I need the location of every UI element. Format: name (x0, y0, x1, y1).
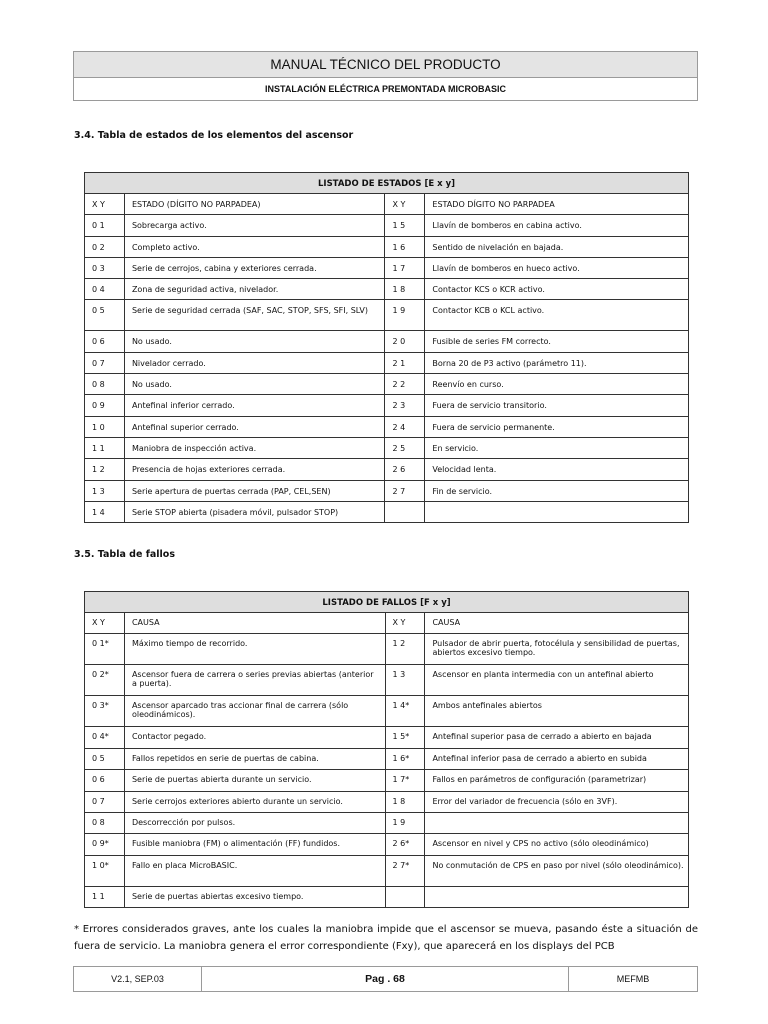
estado-text: Antefinal superior cerrado. (124, 416, 385, 437)
footnote: * Errores considerados graves, ante los cuales la maniobra impide que el ascensor se mueva, pasando éste a situación de fuera de servicio. La maniobra genera el error correspondiente (Fxy), que aparecerá en los displays del PCB (74, 924, 698, 952)
xy-code: 1 7 (385, 257, 425, 278)
estado-text: Reenvío en curso. (425, 374, 689, 395)
xy-code: 2 6 (385, 459, 425, 480)
table-row (85, 480, 689, 501)
xy-code: 1 4* (385, 696, 425, 727)
table-row (85, 696, 689, 727)
xy-code: 0 7 (85, 352, 125, 373)
table-row (85, 279, 689, 300)
footer-page-number: Pag . 68 (202, 967, 569, 991)
xy-code: 0 6 (85, 331, 125, 352)
column-header: X Y (85, 613, 125, 634)
estado-text: Serie de seguridad cerrada (SAF, SAC, STOP, SFS, SFI, SLV) (124, 300, 385, 331)
xy-code: 1 3 (85, 480, 125, 501)
estado-text: Serie apertura de puertas cerrada (PAP, CEL,SEN) (124, 480, 385, 501)
table-row (85, 501, 689, 522)
column-header: X Y (385, 194, 425, 215)
table-row (85, 257, 689, 278)
xy-code: 2 7 (385, 480, 425, 501)
xy-code: 1 6 (385, 236, 425, 257)
xy-code: 0 3 (85, 257, 125, 278)
causa-text: Contactor pegado. (124, 727, 385, 748)
fallos-table (84, 591, 689, 908)
causa-text: Ascensor en nivel y CPS no activo (sólo oleodinámico) (425, 834, 689, 855)
xy-code: 1 8 (385, 279, 425, 300)
causa-text: Ascensor aparcado tras accionar final de carrera (sólo oleodinámicos). (124, 696, 385, 727)
estado-text: Nivelador cerrado. (124, 352, 385, 373)
causa-text: Ascensor en planta intermedia con un antefinal abierto (425, 665, 689, 696)
document-header (73, 51, 698, 101)
estado-text: Sobrecarga activo. (124, 215, 385, 236)
document-footer (73, 966, 698, 992)
table-row (85, 215, 689, 236)
estado-text: Zona de seguridad activa, nivelador. (124, 279, 385, 300)
manual-subtitle: INSTALACIÓN ELÉCTRICA PREMONTADA MICROBASIC (265, 84, 506, 94)
xy-code: 1 5* (385, 727, 425, 748)
table-row (85, 331, 689, 352)
section-heading-estados: 3.4. Tabla de estados de los elementos del ascensor (74, 130, 354, 141)
xy-code: 0 2* (85, 665, 125, 696)
column-header: ESTADO (DÍGITO NO PARPADEA) (124, 194, 385, 215)
causa-text: Ambos antefinales abiertos (425, 696, 689, 727)
xy-code: 0 9 (85, 395, 125, 416)
table-row (85, 374, 689, 395)
xy-code: 2 6* (385, 834, 425, 855)
causa-text: Fallos repetidos en serie de puertas de cabina. (124, 748, 385, 769)
xy-code: 1 8 (385, 791, 425, 812)
causa-text: Serie cerrojos exteriores abierto durante un servicio. (124, 791, 385, 812)
estado-text: Serie de cerrojos, cabina y exteriores cerrada. (124, 257, 385, 278)
estado-text: Completo activo. (124, 236, 385, 257)
estado-text: Velocidad lenta. (425, 459, 689, 480)
xy-code: 1 4 (85, 501, 125, 522)
table-row (85, 834, 689, 855)
causa-text: No conmutación de CPS en paso por nivel (sólo oleodinámico). (425, 855, 689, 886)
xy-code: 0 5 (85, 300, 125, 331)
xy-code: 0 5 (85, 748, 125, 769)
table-row (85, 395, 689, 416)
xy-code: 0 4 (85, 279, 125, 300)
xy-code: 0 9* (85, 834, 125, 855)
xy-code: 0 1* (85, 634, 125, 665)
table-row (85, 352, 689, 373)
estado-text: Presencia de hojas exteriores cerrada. (124, 459, 385, 480)
causa-text: Máximo tiempo de recorrido. (124, 634, 385, 665)
table-row (85, 665, 689, 696)
estado-text: Fin de servicio. (425, 480, 689, 501)
table-row (85, 300, 689, 331)
xy-code: 1 0* (85, 855, 125, 886)
table-row (85, 416, 689, 437)
xy-code: 2 7* (385, 855, 425, 886)
xy-code: 2 4 (385, 416, 425, 437)
xy-code: 0 2 (85, 236, 125, 257)
estado-text: No usado. (124, 374, 385, 395)
xy-code: 1 6* (385, 748, 425, 769)
xy-code: 2 5 (385, 437, 425, 458)
xy-code: 1 2 (385, 634, 425, 665)
causa-text: Antefinal superior pasa de cerrado a abierto en bajada (425, 727, 689, 748)
table-row (85, 855, 689, 886)
footer-document-code: MEFMB (616, 974, 650, 984)
table-row (85, 748, 689, 769)
manual-title: MANUAL TÉCNICO DEL PRODUCTO (74, 52, 697, 78)
causa-text: Error del variador de frecuencia (sólo en 3VF). (425, 791, 689, 812)
xy-code: 2 3 (385, 395, 425, 416)
estado-text (425, 501, 689, 522)
estado-text: Llavín de bomberos en cabina activo. (425, 215, 689, 236)
estado-text: En servicio. (425, 437, 689, 458)
table-row (85, 634, 689, 665)
estados-table-caption: LISTADO DE ESTADOS [E x y] (85, 173, 689, 194)
xy-code: 1 2 (85, 459, 125, 480)
estado-text: Antefinal inferior cerrado. (124, 395, 385, 416)
xy-code: 2 2 (385, 374, 425, 395)
table-row (85, 791, 689, 812)
xy-code: 1 1 (85, 886, 125, 907)
table-row (85, 437, 689, 458)
estados-table (84, 172, 689, 523)
xy-code: 1 3 (385, 665, 425, 696)
table-row (85, 236, 689, 257)
xy-code: 0 8 (85, 812, 125, 833)
estados-header-row (85, 194, 689, 215)
xy-code: 0 4* (85, 727, 125, 748)
column-header: X Y (85, 194, 125, 215)
xy-code: 0 3* (85, 696, 125, 727)
xy-code: 1 7* (385, 770, 425, 791)
xy-code: 0 8 (85, 374, 125, 395)
xy-code: 0 1 (85, 215, 125, 236)
causa-text: Pulsador de abrir puerta, fotocélula y sensibilidad de puertas, abiertos excesivo tiempo. (425, 634, 689, 665)
causa-text: Antefinal inferior pasa de cerrado a abierto en subida (425, 748, 689, 769)
fallos-header-row (85, 613, 689, 634)
xy-code: 1 0 (85, 416, 125, 437)
causa-text: Serie de puertas abiertas excesivo tiempo. (124, 886, 385, 907)
estado-text: Fusible de series FM correcto. (425, 331, 689, 352)
estado-text: Llavín de bomberos en hueco activo. (425, 257, 689, 278)
xy-code: 0 7 (85, 791, 125, 812)
estado-text: Fuera de servicio transitorio. (425, 395, 689, 416)
causa-text (425, 812, 689, 833)
estado-text: No usado. (124, 331, 385, 352)
table-row (85, 812, 689, 833)
causa-text: Fusible maniobra (FM) o alimentación (FF) fundidos. (124, 834, 385, 855)
estado-text: Borna 20 de P3 activo (parámetro 11). (425, 352, 689, 373)
xy-code: 2 1 (385, 352, 425, 373)
estado-text: Contactor KCS o KCR activo. (425, 279, 689, 300)
xy-code: 1 1 (85, 437, 125, 458)
xy-code: 1 9 (385, 812, 425, 833)
xy-code: 1 5 (385, 215, 425, 236)
column-header: X Y (385, 613, 425, 634)
causa-text: Ascensor fuera de carrera o series previas abiertas (anterior a puerta). (124, 665, 385, 696)
causa-text: Descorrección por pulsos. (124, 812, 385, 833)
xy-code: 2 0 (385, 331, 425, 352)
estado-text: Maniobra de inspección activa. (124, 437, 385, 458)
estado-text: Sentido de nivelación en bajada. (425, 236, 689, 257)
xy-code (385, 501, 425, 522)
xy-code: 1 9 (385, 300, 425, 331)
section-heading-fallos: 3.5. Tabla de fallos (74, 549, 175, 560)
table-row (85, 727, 689, 748)
xy-code: 0 6 (85, 770, 125, 791)
causa-text: Fallo en placa MicroBASIC. (124, 855, 385, 886)
estado-text: Serie STOP abierta (pisadera móvil, pulsador STOP) (124, 501, 385, 522)
column-header: ESTADO DÍGITO NO PARPADEA (425, 194, 689, 215)
causa-text: Fallos en parámetros de configuración (parametrizar) (425, 770, 689, 791)
table-row (85, 459, 689, 480)
fallos-table-caption: LISTADO DE FALLOS [F x y] (85, 592, 689, 613)
estado-text: Contactor KCB o KCL activo. (425, 300, 689, 331)
column-header: CAUSA (124, 613, 385, 634)
table-row (85, 886, 689, 907)
estado-text: Fuera de servicio permanente. (425, 416, 689, 437)
causa-text: Serie de puertas abierta durante un servicio. (124, 770, 385, 791)
table-row (85, 770, 689, 791)
footer-version: V2.1, SEP.03 (74, 967, 202, 991)
xy-code (385, 886, 425, 907)
column-header: CAUSA (425, 613, 689, 634)
causa-text (425, 886, 689, 907)
